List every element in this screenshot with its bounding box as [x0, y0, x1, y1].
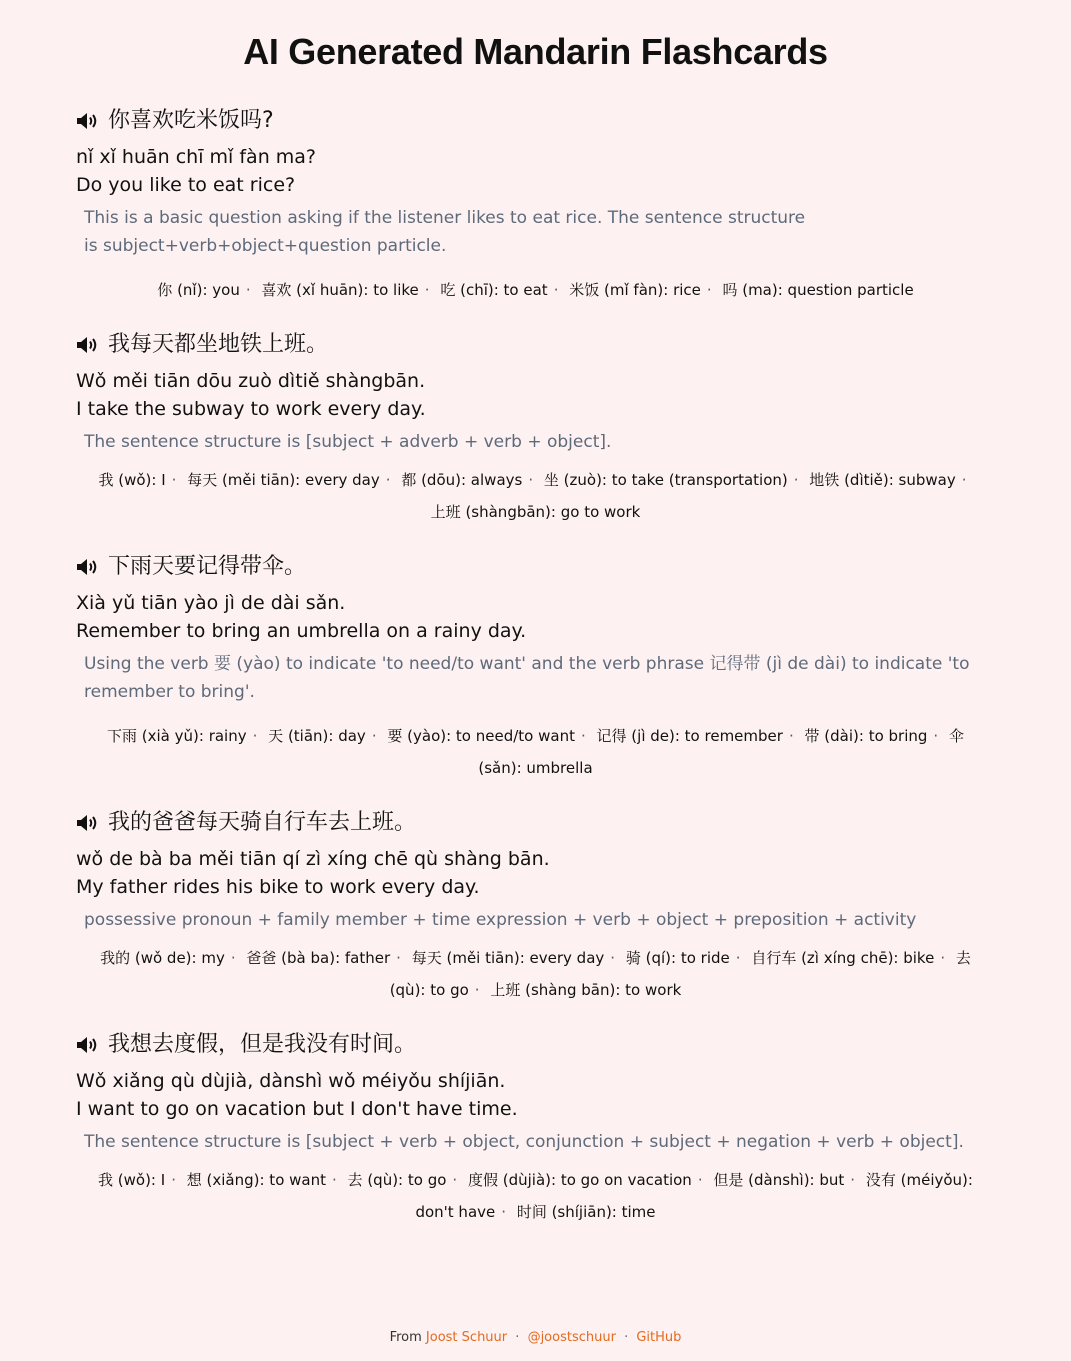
vocab-item: 我 (wǒ): I	[98, 471, 166, 489]
twitter-link[interactable]: @joostschuur	[527, 1330, 616, 1345]
github-link[interactable]: GitHub	[636, 1330, 682, 1345]
card-hanzi: 我想去度假，但是我没有时间。	[108, 1032, 417, 1057]
card-vocab: 你 (nǐ): you · 喜欢 (xǐ huān): to like · 吃 (chī): to eat · 米饭 (mǐ fàn): rice · 吗 (ma): question particle	[157, 281, 914, 299]
flashcard	[76, 806, 995, 1006]
card-pinyin: wǒ de bà ba měi tiān qí zì xíng chē qù shàng bān.	[76, 848, 550, 870]
speaker-icon[interactable]	[76, 334, 98, 356]
speaker-icon[interactable]	[76, 110, 98, 132]
card-explanation: This is a basic question asking if the listener likes to eat rice. The sentence structure is subject+verb+object+question particle.	[84, 208, 806, 256]
card-pinyin: Xià yǔ tiān yào jì de dài sǎn.	[76, 592, 346, 614]
card-english: I take the subway to work every day.	[76, 398, 426, 420]
vocab-item: 带 (dài): to bring	[804, 727, 928, 745]
vocab-item: 每天 (měi tiān): every day	[411, 949, 605, 967]
card-hanzi: 我每天都坐地铁上班。	[108, 332, 329, 357]
card-vocab: 我 (wǒ): I · 想 (xiǎng): to want · 去 (qù): to go · 度假 (dùjià): to go on vacation · 但是 (dànshì): but · 没有 (méiyǒu): don't have · 时间 (shíjiān): time	[98, 1171, 973, 1221]
vocab-item: 地铁 (dìtiě): subway	[809, 471, 956, 489]
vocab-item: 下雨 (xià yǔ): rainy	[107, 727, 247, 745]
vocab-item: 想 (xiǎng): to want	[186, 1171, 326, 1189]
card-vocab: 下雨 (xià yǔ): rainy · 天 (tiān): day · 要 (yào): to need/to want · 记得 (jì de): to remember · 带 (dài): to bring · 伞 (sǎn): umbrella	[107, 727, 964, 777]
vocab-item: 都 (dōu): always	[401, 471, 523, 489]
card-explanation: Using the verb 要 (yào) to indicate 'to need/to want' and the verb phrase 记得带 (jì de dài) to indicate 'to remember to bring'.	[84, 654, 970, 702]
flashcard	[76, 550, 995, 784]
footer-separator: ·	[624, 1330, 629, 1345]
card-hanzi: 我的爸爸每天骑自行车去上班。	[108, 810, 417, 835]
vocab-item: 坐 (zuò): to take (transportation)	[543, 471, 788, 489]
vocab-item: 吗 (ma): question particle	[722, 281, 914, 299]
card-explanation: The sentence structure is [subject + adverb + verb + object].	[84, 432, 612, 452]
vocab-item: 上班 (shàng bān): to work	[490, 981, 682, 999]
card-hanzi: 下雨天要记得带伞。	[108, 554, 307, 579]
card-explanation: possessive pronoun + family member + time expression + verb + object + preposition + activity	[84, 910, 917, 930]
vocab-item: 上班 (shàngbān): go to work	[430, 503, 641, 521]
vocab-item: 天 (tiān): day	[268, 727, 366, 745]
vocab-item: 去 (qù): to go	[389, 949, 971, 999]
vocab-item: 没有 (méiyǒu): don't have	[415, 1171, 973, 1221]
flashcard-list	[0, 104, 1071, 1228]
footer-prefix: From	[389, 1330, 422, 1345]
vocab-item: 吃 (chī): to eat	[440, 281, 548, 299]
vocab-item: 但是 (dànshì): but	[713, 1171, 845, 1189]
card-explanation: The sentence structure is [subject + verb + object, conjunction + subject + negation + verb + object].	[84, 1132, 964, 1152]
vocab-item: 我的 (wǒ de): my	[100, 949, 225, 967]
vocab-item: 时间 (shíjiān): time	[516, 1203, 656, 1221]
vocab-item: 米饭 (mǐ fàn): rice	[569, 281, 701, 299]
vocab-item: 每天 (měi tiān): every day	[187, 471, 380, 489]
footer-separator: ·	[515, 1330, 520, 1345]
flashcard	[76, 104, 995, 306]
card-english: Do you like to eat rice?	[76, 174, 296, 196]
card-hanzi: 你喜欢吃米饭吗?	[108, 108, 274, 133]
card-english: My father rides his bike to work every day.	[76, 876, 480, 898]
speaker-icon[interactable]	[76, 812, 98, 834]
vocab-item: 自行车 (zì xíng chē): bike	[751, 949, 935, 967]
card-pinyin: Wǒ měi tiān dōu zuò dìtiě shàngbān.	[76, 370, 426, 392]
flashcard	[76, 1028, 995, 1228]
footer	[0, 1330, 1071, 1345]
vocab-item: 去 (qù): to go	[347, 1171, 447, 1189]
vocab-item: 爸爸 (bà ba): father	[246, 949, 391, 967]
vocab-item: 记得 (jì de): to remember	[596, 727, 783, 745]
flashcard	[76, 328, 995, 528]
card-english: Remember to bring an umbrella on a rainy day.	[76, 620, 527, 642]
vocab-item: 骑 (qí): to ride	[625, 949, 730, 967]
vocab-item: 喜欢 (xǐ huān): to like	[261, 281, 419, 299]
vocab-item: 我 (wǒ): I	[98, 1171, 166, 1189]
vocab-item: 度假 (dùjià): to go on vacation	[467, 1171, 692, 1189]
vocab-item: 你 (nǐ): you	[157, 281, 240, 299]
card-vocab: 我 (wǒ): I · 每天 (měi tiān): every day · 都 (dōu): always · 坐 (zuò): to take (transportation) · 地铁 (dìtiě): subway · 上班 (shàngbān): go to work	[98, 471, 967, 521]
vocab-item: 要 (yào): to need/to want	[387, 727, 575, 745]
speaker-icon[interactable]	[76, 1034, 98, 1056]
speaker-icon[interactable]	[76, 556, 98, 578]
card-pinyin: Wǒ xiǎng qù dùjià, dànshì wǒ méiyǒu shíjiān.	[76, 1070, 506, 1092]
card-english: I want to go on vacation but I don't have time.	[76, 1098, 518, 1120]
card-pinyin: nǐ xǐ huān chī mǐ fàn ma?	[76, 146, 317, 168]
author-link[interactable]: Joost Schuur	[425, 1330, 508, 1345]
page-title: AI Generated Mandarin Flashcards	[243, 31, 828, 72]
card-vocab: 我的 (wǒ de): my · 爸爸 (bà ba): father · 每天 (měi tiān): every day · 骑 (qí): to ride · 自行车 (zì xíng chē): bike · 去 (qù): to go · 上班 (shàng bān): to work	[100, 949, 971, 999]
vocab-item: 伞 (sǎn): umbrella	[478, 727, 964, 777]
